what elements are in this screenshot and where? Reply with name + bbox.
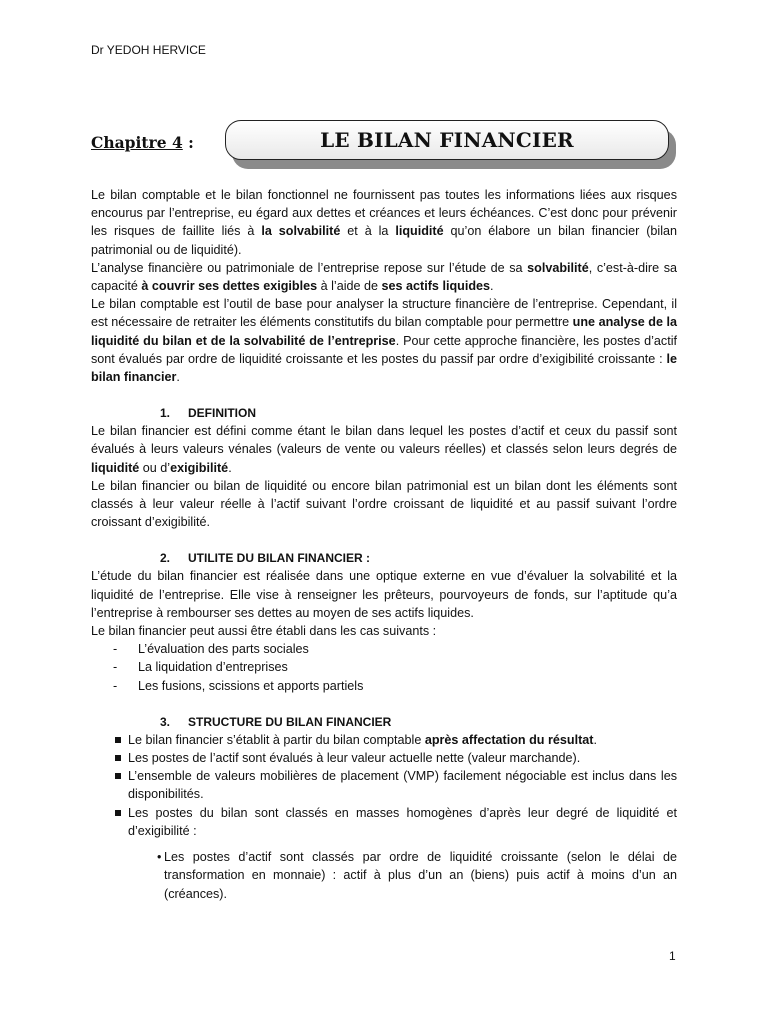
section-3-heading — [91, 713, 677, 731]
intro-paragraph-1 — [91, 186, 677, 259]
list-item: Les postes du bilan sont classés en masses homogènes d’après leur degré de liquidité et d’exigibilité : — [114, 804, 677, 840]
bold-run: la solvabilité — [261, 224, 341, 239]
text-run: . — [490, 279, 494, 294]
intro-paragraph-3 — [91, 295, 677, 386]
text-run: Le bilan comptable et le bilan fonctionnel ne fournissent pas toutes les informations liées aux risques encourus par l’entreprise, eu égard aux dettes et créances et leurs échéances. C’est donc pour prévenir les risques de faillite liés à — [91, 188, 677, 239]
header-author: Dr YEDOH HERVICE — [91, 43, 206, 57]
text-run: , c’est-à-dire sa capacité — [91, 260, 677, 294]
bold-run: ses actifs liquides — [381, 279, 491, 294]
text-run: et à la — [340, 224, 396, 239]
bold-run: exigibilité — [170, 460, 229, 475]
section-2-heading — [91, 549, 677, 567]
section-number: 1. — [160, 406, 171, 421]
chapter-colon: : — [182, 133, 194, 152]
intro-paragraph-2 — [91, 259, 677, 295]
text-run: qu’on élabore un bilan financier (bilan patrimonial ou de liquidité). — [91, 224, 677, 257]
list-item — [114, 731, 677, 749]
text-run: Le bilan comptable est l’outil de base pour analyser la structure financière de l’entreprise. Cependant, il est nécessaire de retraiter les éléments constitutifs du bilan comptable pour permettre — [91, 297, 677, 330]
sub-bullet-list — [91, 848, 677, 903]
text-run: Le bilan financier est défini comme étant le bilan dans lequel les postes d’actif et ceux du passif sont évalués à leurs valeurs vénales (valeurs de vente ou valeurs réelles) et classés selon leurs degrés de — [91, 424, 677, 457]
section-title: STRUCTURE DU BILAN FINANCIER — [188, 714, 392, 729]
bold-run: une analyse de la liquidité du bilan et de la solvabilité de l’entreprise — [91, 315, 677, 348]
chapter-title: LE BILAN FINANCIER — [320, 128, 574, 152]
text-run: à l’aide de — [317, 279, 382, 294]
list-item: - La liquidation d’entreprises — [113, 658, 677, 676]
list-item: Les postes de l’actif sont évalués à leur valeur actuelle nette (valeur marchande). — [114, 749, 677, 767]
bold-run: liquidité — [91, 460, 140, 475]
section-2-paragraph-1: L’étude du bilan financier est réalisée dans une optique externe en vue d’évaluer la solvabilité et la liquidité de l’entreprise. Elle vise à renseigner les prêteurs, pourvoyeurs de fonds, sur l’aptitude qu’a l’entreprise à rembourser ses dettes au moyen de ses actifs liquides. — [91, 569, 677, 620]
page-number: 1 — [669, 949, 676, 963]
list-item: L’ensemble de valeurs mobilières de placement (VMP) facilement négociable est inclus dans les disponibilités. — [114, 767, 677, 803]
section-number: 3. — [160, 714, 171, 729]
text-run: . Pour cette approche financière, les postes d’actif sont évalués par ordre de liquidité croissante et les postes du passif par ordre d’exigibilité croissante : — [91, 333, 677, 366]
chapter-heading — [91, 120, 681, 170]
text-run: ou d’ — [139, 460, 171, 475]
text-run: . — [228, 460, 232, 475]
square-bullet-list — [91, 731, 677, 840]
bold-run: le bilan financier — [91, 351, 677, 385]
bold-run: liquidité — [395, 224, 444, 239]
section-1-paragraph-1 — [91, 422, 677, 477]
text-run: . — [593, 732, 597, 747]
list-item: • Les postes d’actif sont classés par ordre de liquidité croissante (selon le délai de transformation en monnaie) : actif à plus d’un an (biens) puis actif à moins d’un an (créances). — [157, 848, 677, 903]
list-item: - L’évaluation des parts sociales — [113, 640, 677, 658]
chapter-title-box — [225, 120, 669, 160]
section-title: UTILITE DU BILAN FINANCIER : — [188, 551, 370, 566]
list-item: - Les fusions, scissions et apports partiels — [113, 677, 677, 695]
section-number: 2. — [160, 551, 171, 566]
section-1-heading — [91, 404, 677, 422]
text-run: . — [176, 370, 180, 385]
section-title: DEFINITION — [188, 406, 256, 421]
text-run: L’analyse financière ou patrimoniale de l’entreprise repose sur l’étude de sa — [91, 260, 528, 275]
section-2-paragraph-2: Le bilan financier peut aussi être établi dans les cas suivants : — [91, 624, 437, 639]
chapter-label — [91, 133, 194, 152]
chapter-number: Chapitre 4 — [91, 133, 183, 152]
section-1-paragraph-2: Le bilan financier ou bilan de liquidité ou encore bilan patrimonial est un bilan dont les éléments sont classés à leur valeur réelle à l’actif suivant l’ordre croissant de liquidité et au passif suivant l’ordre croissant d’exigibilité. — [91, 478, 677, 530]
text-run: Le bilan financier s’établit à partir du bilan comptable — [128, 732, 425, 747]
document-body — [91, 186, 677, 903]
bold-run: à couvrir ses dettes exigibles — [141, 279, 318, 294]
bold-run: après affectation du résultat — [424, 732, 594, 747]
bold-run: solvabilité — [527, 260, 589, 275]
dash-list — [91, 640, 677, 695]
